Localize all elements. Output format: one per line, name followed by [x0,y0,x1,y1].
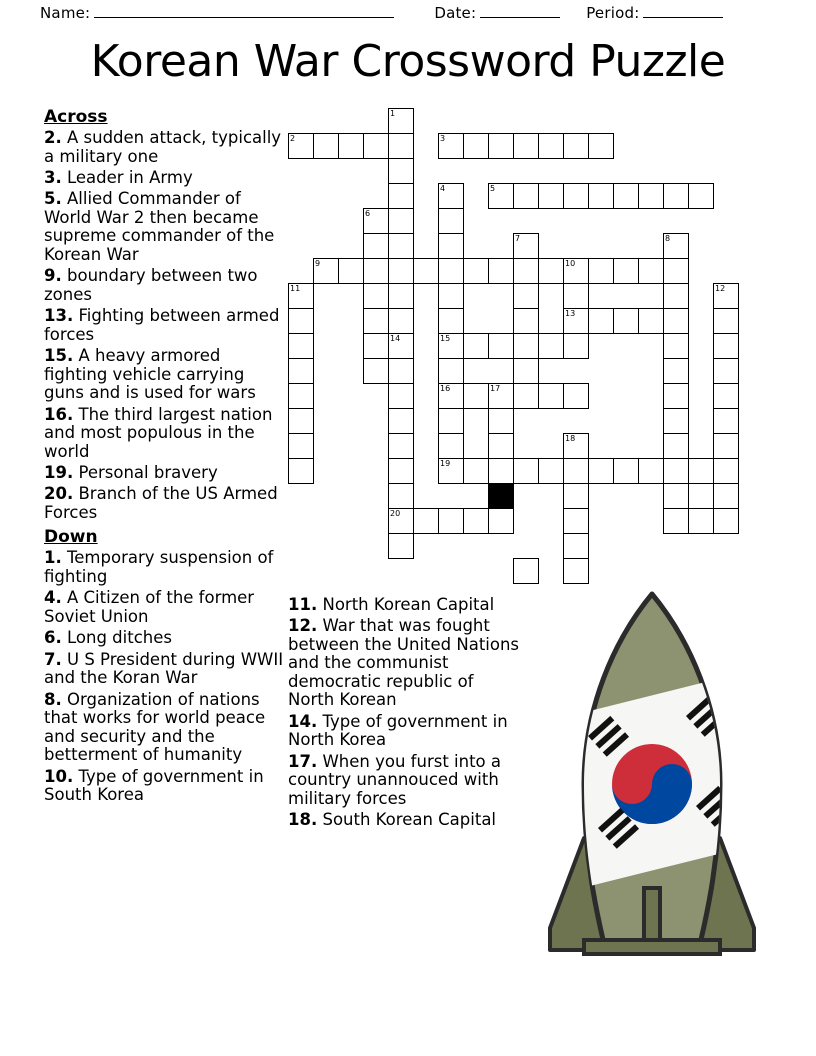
grid-cell[interactable] [713,358,739,384]
clue-text: Personal bravery [78,463,218,482]
grid-cell[interactable] [388,533,414,559]
grid-cell[interactable] [413,508,439,534]
grid-cell[interactable] [513,358,539,384]
clue-number: 7. [44,649,62,669]
grid-cell[interactable] [363,233,389,259]
grid-cell[interactable] [638,258,664,284]
clue-number: 18. [288,810,318,830]
grid-cell[interactable] [638,458,664,484]
grid-cell[interactable] [663,283,689,309]
grid-cell-number: 2 [290,134,296,143]
grid-cell[interactable] [663,258,689,284]
clue-number: 13. [44,306,74,326]
grid-cell[interactable] [438,433,464,459]
worksheet-header [40,4,776,22]
grid-cell[interactable] [513,458,539,484]
grid-cell[interactable] [288,133,314,159]
crossword-grid[interactable] [288,108,780,588]
grid-cell[interactable] [388,283,414,309]
grid-cell[interactable] [563,533,589,559]
grid-cell[interactable] [663,233,689,259]
clue-number: 1. [44,548,62,568]
grid-cell[interactable] [463,458,489,484]
clue-across-3 [44,169,288,187]
grid-cell[interactable] [538,183,564,209]
clue-number: 5. [44,189,62,209]
grid-cell[interactable] [613,308,639,334]
grid-cell[interactable] [713,483,739,509]
clue-number: 20. [44,484,74,504]
grid-cell[interactable] [438,333,464,359]
clue-across-19 [44,464,288,482]
grid-cell[interactable] [563,308,589,334]
grid-cell[interactable] [663,508,689,534]
grid-cell[interactable] [513,558,539,584]
grid-cell[interactable] [588,183,614,209]
clue-number: 11. [288,595,318,614]
grid-cell-number: 8 [665,234,671,243]
grid-cell[interactable] [388,183,414,209]
grid-cell[interactable] [438,183,464,209]
grid-cell[interactable] [438,508,464,534]
grid-cell[interactable] [538,133,564,159]
clue-across-5 [44,190,288,264]
clue-text: Organization of nations that works for world peace and security and the betterment of humanity [44,689,266,765]
grid-cell[interactable] [388,233,414,259]
grid-cell[interactable] [563,508,589,534]
grid-cell[interactable] [688,508,714,534]
grid-cell[interactable] [613,258,639,284]
grid-cell[interactable] [438,283,464,309]
grid-cell[interactable] [388,258,414,284]
period-label: Period: [586,4,640,22]
grid-cell-number: 19 [440,459,451,468]
grid-cell[interactable] [563,283,589,309]
grid-cell[interactable] [713,383,739,409]
clue-down-11 [288,596,520,614]
across-heading: Across [44,107,108,127]
grid-cell[interactable] [513,233,539,259]
grid-cell[interactable] [663,358,689,384]
grid-cell-number: 11 [290,284,301,293]
clue-number: 3. [44,167,62,187]
grid-cell[interactable] [488,258,514,284]
grid-cell[interactable] [513,308,539,334]
grid-cell-number: 17 [490,384,501,393]
clue-number: 2. [44,128,62,148]
down-heading: Down [44,527,98,548]
grid-cell[interactable] [388,158,414,184]
clue-text: Long ditches [67,628,172,648]
clue-text: A Citizen of the former Soviet Union [44,588,255,626]
clue-down-6 [44,629,288,647]
grid-cell[interactable] [363,133,389,159]
grid-cell[interactable] [413,258,439,284]
grid-cell[interactable] [613,183,639,209]
clue-text: When you furst into a country unannouced with military forces [288,751,501,808]
clue-text: Temporary suspension of fighting [44,548,274,586]
grid-cell[interactable] [663,308,689,334]
grid-cell[interactable] [288,383,314,409]
grid-cell[interactable] [463,333,489,359]
grid-cell[interactable] [663,483,689,509]
grid-cell[interactable] [463,508,489,534]
grid-cell-number: 3 [440,134,446,143]
clue-number: 14. [288,711,318,731]
grid-cell[interactable] [563,483,589,509]
grid-cell[interactable] [438,408,464,434]
grid-cell[interactable] [513,183,539,209]
grid-cell[interactable] [363,333,389,359]
grid-cell[interactable] [563,133,589,159]
name-write-line[interactable] [94,17,394,18]
grid-cell[interactable] [288,283,314,309]
grid-cell-number: 4 [440,184,446,193]
grid-cell[interactable] [338,133,364,159]
clues-column-right [288,596,520,833]
name-label: Name: [40,4,91,22]
taeguk-symbol [612,744,692,824]
clue-down-1 [44,549,288,586]
clue-text: North Korean Capital [322,595,495,614]
grid-cell[interactable] [438,383,464,409]
grid-cell[interactable] [338,258,364,284]
grid-cell[interactable] [713,508,739,534]
grid-cell[interactable] [488,458,514,484]
grid-cell[interactable] [388,383,414,409]
grid-cell[interactable] [638,308,664,334]
grid-cell[interactable] [313,133,339,159]
date-write-line[interactable] [480,17,560,18]
grid-cell[interactable] [663,383,689,409]
grid-cell[interactable] [388,483,414,509]
grid-cell[interactable] [488,383,514,409]
grid-cell[interactable] [663,433,689,459]
grid-cell[interactable] [388,133,414,159]
grid-cell[interactable] [563,558,589,584]
date-label: Date: [434,4,477,22]
grid-cell[interactable] [388,408,414,434]
clue-across-2 [44,129,288,166]
grid-cell[interactable] [438,258,464,284]
clue-number: 16. [44,404,74,424]
grid-cell[interactable] [488,408,514,434]
clue-number: 9. [44,266,62,286]
clue-text: South Korean Capital [322,810,497,830]
grid-cell[interactable] [513,133,539,159]
grid-cell[interactable] [288,333,314,359]
grid-cell[interactable] [638,183,664,209]
clue-number: 10. [44,766,74,786]
grid-cell[interactable] [388,508,414,534]
grid-cell[interactable] [488,183,514,209]
grid-cell-number: 7 [515,234,521,243]
grid-cell[interactable] [513,258,539,284]
grid-cell[interactable] [713,433,739,459]
grid-cell[interactable] [513,383,539,409]
grid-cell[interactable] [388,458,414,484]
clue-text: Leader in Army [67,167,193,187]
grid-cell[interactable] [563,258,589,284]
grid-cell[interactable] [438,308,464,334]
grid-cell[interactable] [563,333,589,359]
grid-cell[interactable] [513,333,539,359]
grid-cell[interactable] [663,408,689,434]
grid-cell-number: 20 [390,509,401,518]
grid-cell[interactable] [688,458,714,484]
grid-cell[interactable] [663,458,689,484]
grid-cell[interactable] [288,433,314,459]
grid-cell[interactable] [538,383,564,409]
grid-cell[interactable] [588,308,614,334]
grid-cell-number: 6 [365,209,371,218]
clue-number: 8. [44,689,62,709]
clue-down-14 [288,713,520,750]
clue-text: Type of government in South Korea [44,766,264,805]
grid-cell[interactable] [388,333,414,359]
grid-cell-number: 16 [440,384,451,393]
grid-cell[interactable] [388,433,414,459]
grid-cell[interactable] [288,308,314,334]
grid-cell[interactable] [288,408,314,434]
clue-number: 15. [44,346,74,366]
grid-cell[interactable] [588,458,614,484]
grid-cell-number: 1 [390,109,396,118]
grid-cell[interactable] [488,133,514,159]
grid-cell[interactable] [488,508,514,534]
grid-cell-number: 9 [315,259,321,268]
clue-down-18 [288,811,520,829]
clue-number: 12. [288,616,318,636]
grid-cell[interactable] [713,333,739,359]
clue-down-7 [44,651,288,688]
grid-cell[interactable] [388,108,414,134]
clue-number: 19. [44,463,74,482]
clue-text: A sudden attack, typically a military one [44,128,282,166]
clue-text: Allied Commander of World War 2 then became supreme commander of the Korean War [44,189,275,264]
grid-cell[interactable] [438,233,464,259]
grid-cell[interactable] [363,258,389,284]
grid-cell[interactable] [388,308,414,334]
clue-down-4 [44,589,288,626]
grid-cell-blocked [488,483,514,509]
grid-cell[interactable] [463,133,489,159]
grid-cell[interactable] [488,333,514,359]
clue-down-12 [288,617,520,709]
grid-cell[interactable] [663,333,689,359]
clue-text: The third largest nation and most populous in the world [44,404,273,461]
grid-cell[interactable] [563,183,589,209]
clue-text: A heavy armored fighting vehicle carrying guns and is used for wars [44,346,256,403]
page-title: Korean War Crossword Puzzle [90,36,726,87]
grid-cell[interactable] [713,283,739,309]
grid-cell[interactable] [388,208,414,234]
grid-cell[interactable] [563,383,589,409]
grid-cell[interactable] [538,258,564,284]
grid-cell[interactable] [613,458,639,484]
grid-cell[interactable] [688,183,714,209]
grid-cell[interactable] [363,283,389,309]
clue-down-8 [44,691,288,765]
grid-cell[interactable] [588,258,614,284]
grid-cell[interactable] [288,458,314,484]
grid-cell[interactable] [438,358,464,384]
clue-across-20 [44,485,288,522]
grid-cell[interactable] [388,358,414,384]
grid-cell[interactable] [288,358,314,384]
clues-column-left [44,108,288,808]
grid-cell[interactable] [463,258,489,284]
clue-number: 17. [288,751,318,771]
grid-cell[interactable] [538,333,564,359]
clue-text: Branch of the US Armed Forces [44,484,278,522]
clue-number: 6. [44,628,62,648]
grid-cell[interactable] [713,308,739,334]
clue-down-10 [44,768,288,805]
grid-cell[interactable] [438,133,464,159]
grid-cell[interactable] [713,408,739,434]
grid-cell[interactable] [538,458,564,484]
grid-cell[interactable] [463,383,489,409]
grid-cell-number: 15 [440,334,451,343]
grid-cell[interactable] [588,133,614,159]
clue-across-9 [44,267,288,304]
grid-cell[interactable] [488,433,514,459]
grid-cell[interactable] [563,433,589,459]
grid-cell-number: 12 [715,284,726,293]
grid-cell[interactable] [438,208,464,234]
grid-cell[interactable] [513,283,539,309]
period-write-line[interactable] [643,17,723,18]
grid-cell[interactable] [713,458,739,484]
grid-cell-number: 10 [565,259,576,268]
grid-cell[interactable] [363,308,389,334]
clue-text: U S President during WWII and the Koran War [44,649,284,688]
grid-cell[interactable] [313,258,339,284]
grid-cell[interactable] [563,458,589,484]
clue-text: Fighting between armed forces [44,306,280,344]
south-korea-flag-rocket-illustration [540,588,764,958]
grid-cell-number: 14 [390,334,401,343]
clue-text: Type of government in North Korea [288,711,508,750]
grid-cell[interactable] [363,358,389,384]
clue-across-15 [44,347,288,402]
grid-cell-number: 5 [490,184,496,193]
grid-cell[interactable] [438,458,464,484]
grid-cell-number: 13 [565,309,576,318]
clue-number: 4. [44,588,62,608]
grid-cell-number: 18 [565,434,576,443]
grid-cell[interactable] [363,208,389,234]
clue-across-13 [44,307,288,344]
clue-across-16 [44,406,288,461]
grid-cell[interactable] [663,183,689,209]
rocket-base [584,940,720,954]
clue-text: boundary between two zones [44,266,258,304]
clue-down-17 [288,753,520,808]
clue-text: War that was fought between the United Nations and the communist democratic republic of North Korean [288,616,520,710]
